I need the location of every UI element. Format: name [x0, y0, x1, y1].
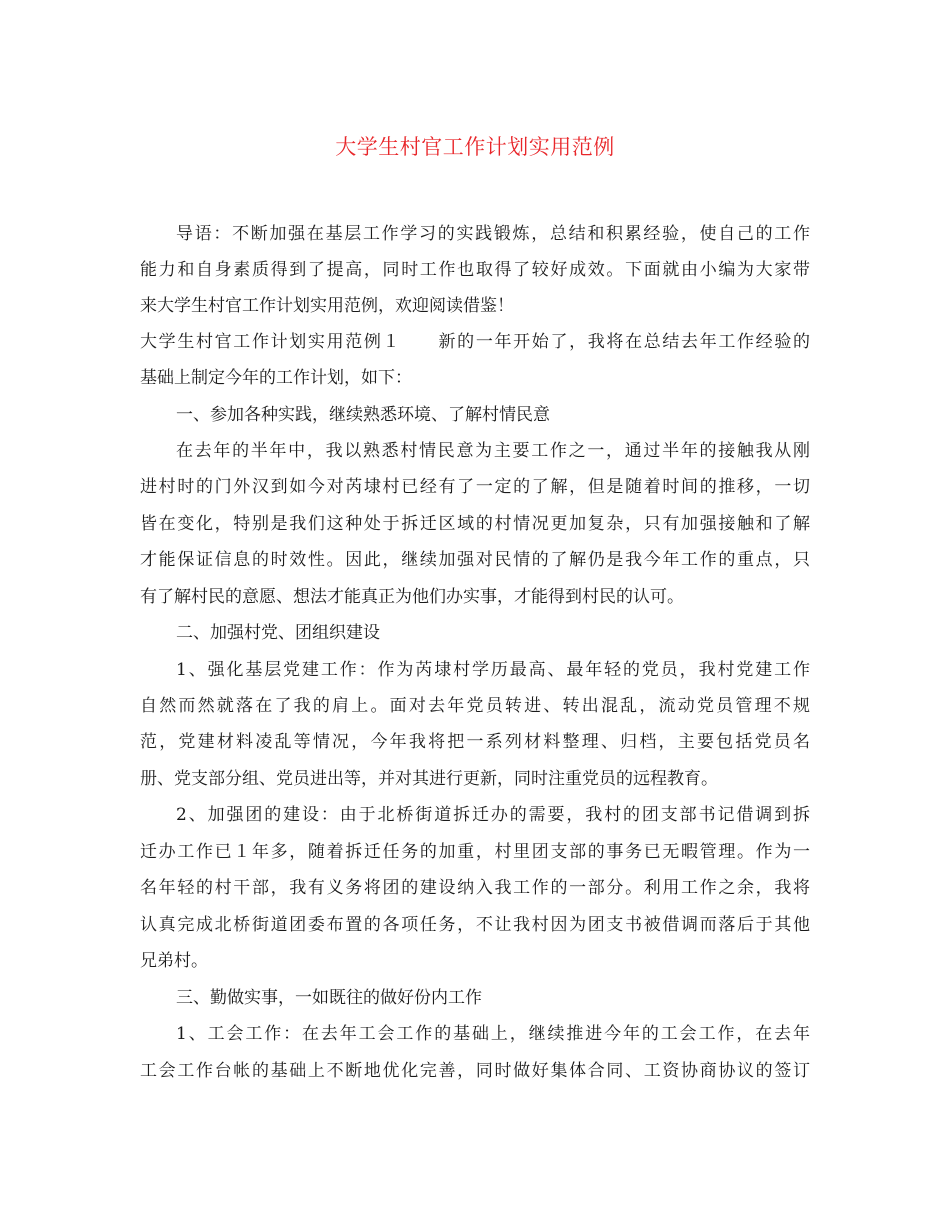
paragraph-line: 1、工会工作：在去年工会工作的基础上，继续推进今年的工会工作，在去年	[176, 1024, 810, 1044]
paragraph-line: 范，党建材料凌乱等情况，今年我将把一系列材料整理、归档，主要包括党员名	[140, 732, 810, 752]
paragraph-line: 有了解村民的意愿、想法才能真正为他们办实事，才能得到村民的认可。	[140, 587, 684, 607]
paragraph-line: 来大学生村官工作计划实用范例，欢迎阅读借鉴！	[140, 296, 514, 316]
section-heading: 三、勤做实事，一如既往的做好份内工作	[176, 988, 482, 1008]
paragraph-line: 1、强化基层党建工作：作为芮埭村学历最高、最年轻的党员，我村党建工作	[176, 660, 810, 680]
paragraph-line: 基础上制定今年的工作计划，如下：	[140, 368, 412, 388]
paragraph-line: 皆在变化，特别是我们这种处于拆迁区域的村情况更加复杂，只有加强接触和了解	[140, 514, 810, 534]
paragraph-line: 能力和自身素质得到了提高，同时工作也取得了较好成效。下面就由小编为大家带	[140, 260, 810, 280]
paragraph-line: 2、加强团的建设：由于北桥街道拆迁办的需要，我村的团支部书记借调到拆	[176, 805, 810, 825]
paragraph-line: 册、党支部分组、党员进出等，并对其进行更新，同时注重党员的远程教育。	[140, 769, 718, 789]
document-title: 大学生村官工作计划实用范例	[335, 135, 615, 159]
paragraph-line: 在去年的半年中，我以熟悉村情民意为主要工作之一，通过半年的接触我从刚	[176, 441, 810, 461]
paragraph-line: 自然而然就落在了我的肩上。面对去年党员转进、转出混乱，流动党员管理不规	[140, 696, 810, 716]
paragraph-line: 认真完成北桥街道团委布置的各项任务，不让我村因为团支书被借调而落后于其他	[140, 915, 810, 935]
section-heading: 一、参加各种实践，继续熟悉环境、了解村情民意	[176, 405, 550, 425]
paragraph-line: 才能保证信息的时效性。因此，继续加强对民情的了解仍是我今年工作的重点，只	[140, 550, 810, 570]
paragraph-line: 进村时的门外汉到如今对芮埭村已经有了一定的了解，但是随着时间的推移，一切	[140, 477, 810, 497]
paragraph-line: 大学生村官工作计划实用范例１ 新的一年开始了，我将在总结去年工作经验的	[140, 332, 810, 352]
paragraph-line: 名年轻的村干部，我有义务将团的建设纳入我工作的一部分。利用工作之余，我将	[140, 878, 810, 898]
paragraph-line: 工会工作台帐的基础上不断地优化完善，同时做好集体合同、工资协商协议的签订	[140, 1061, 810, 1081]
paragraph-line: 兄弟村。	[140, 951, 208, 971]
paragraph-line: 导语：不断加强在基层工作学习的实践锻炼，总结和积累经验，使自己的工作	[176, 224, 810, 244]
paragraph-line: 迁办工作已１年多，随着拆迁任务的加重，村里团支部的事务已无暇管理。作为一	[140, 842, 810, 862]
section-heading: 二、加强村党、团组织建设	[176, 623, 380, 643]
